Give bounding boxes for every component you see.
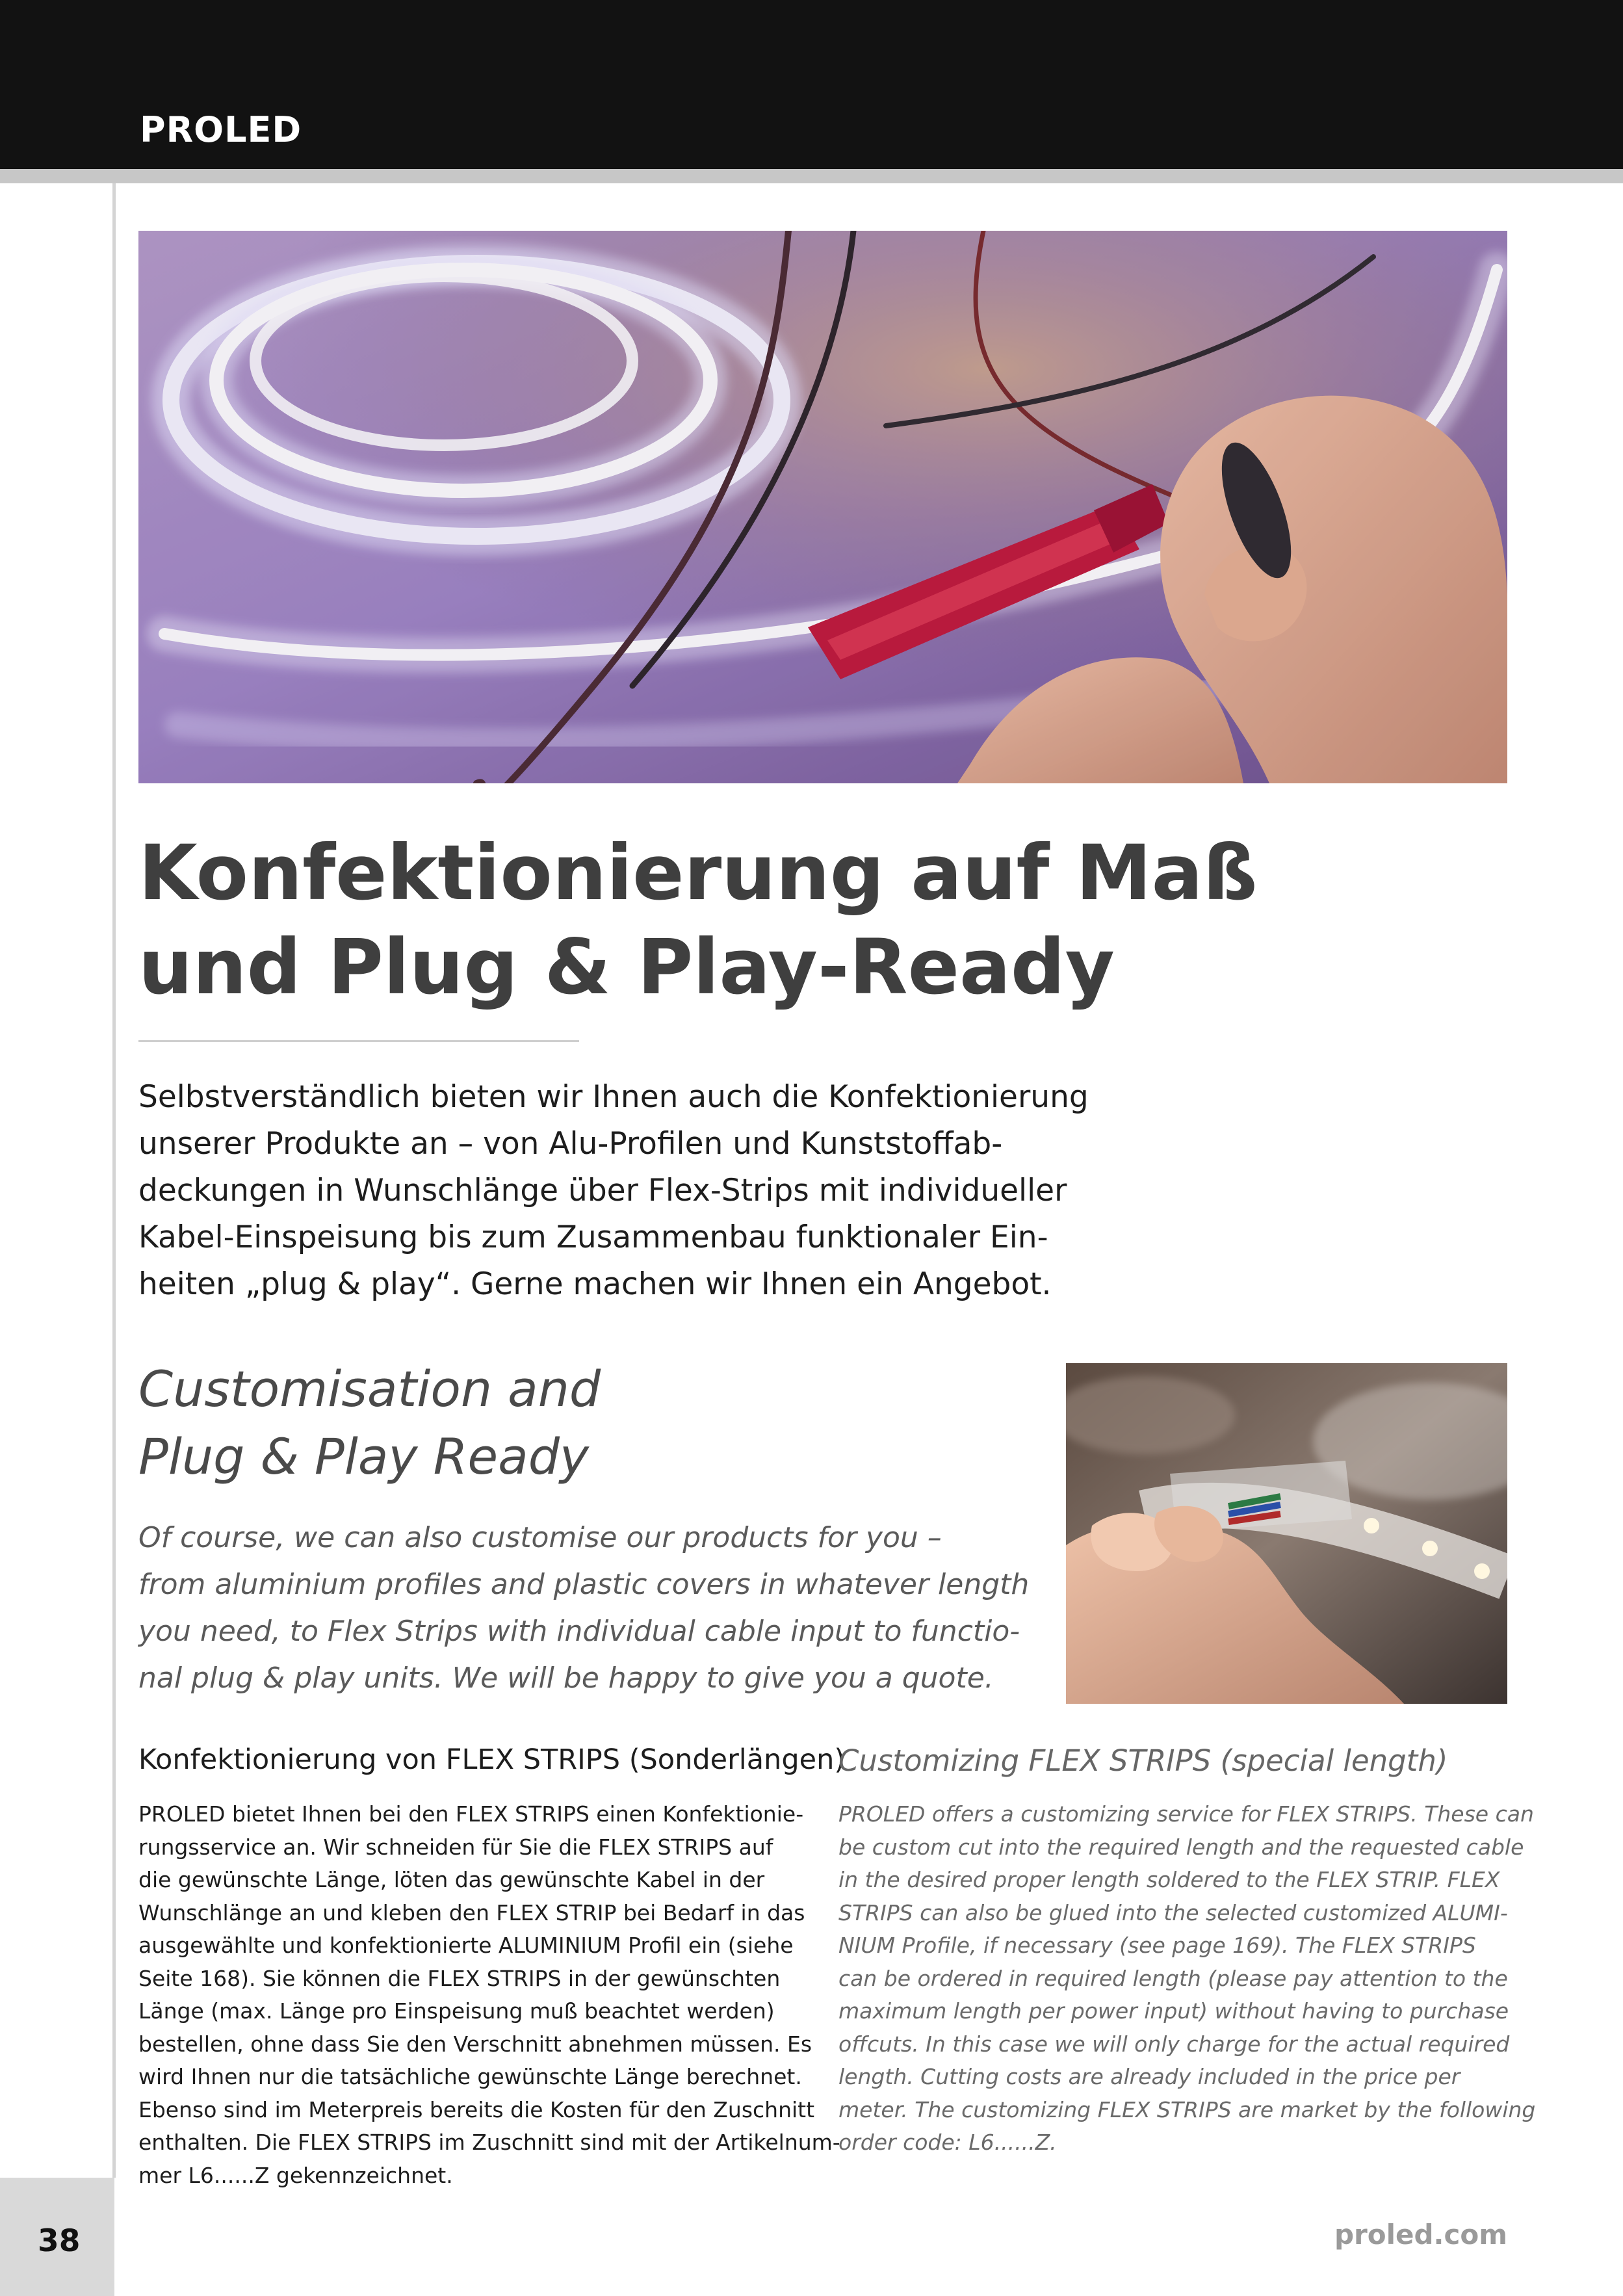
column-de-line: die gewünschte Länge, löten das gewünschte Kabel in der [138,1867,765,1892]
led-strip-photo-icon [138,231,1507,783]
english-line: nal plug & play units. We will be happy to give you a quote. [138,1662,994,1695]
side-rule [112,183,116,2178]
column-en-line: can be ordered in required length (please pay attention to the [838,1965,1508,1991]
column-de-line: enthalten. Die FLEX STRIPS im Zuschnitt sind mit der Artikelnum- [138,2130,840,2155]
english-line: from aluminium profiles and plastic covers in whatever length [138,1568,1030,1601]
column-en-line: length. Cutting costs are already included in the price per [838,2064,1461,2089]
column-de-body [138,1798,840,2192]
column-de-line: wird Ihnen nur die tatsächliche gewünschte Länge berechnet. [138,2064,802,2089]
column-en-line: NIUM Profile, if necessary (see page 169). The FLEX STRIPS [838,1933,1476,1958]
column-en-line: STRIPS can also be glued into the selected customized ALUMI- [838,1899,1508,1925]
column-de-heading: Konfektionierung von FLEX STRIPS (Sonderlängen) [138,1743,846,1776]
title-line-1: Konfektionierung auf Maß [138,828,1258,917]
column-en-line: maximum length per power input) without having to purchase [838,1998,1509,2024]
column-de-line: Ebenso sind im Meterpreis bereits die Kosten für den Zuschnitt [138,2096,815,2122]
column-en-heading: Customizing FLEX STRIPS (special length) [838,1743,1448,1778]
column-de-line: Seite 168). Sie können die FLEX STRIPS in der gewünschten [138,1965,781,1991]
column-de-line: ausgewählte und konfektionierte ALUMINIUM Profil ein (siehe [138,1933,794,1958]
column-de-line: rungsservice an. Wir schneiden für Sie die FLEX STRIPS auf [138,1834,773,1860]
column-de-line: bestellen, ohne dass Sie den Verschnitt abnehmen müssen. Es [138,2031,812,2057]
column-de-line: Wunschlänge an und kleben den FLEX STRIP bei Bedarf in das [138,1899,805,1925]
led-strip-closeup-photo-icon [1066,1363,1507,1704]
english-subtitle-line-2: Plug & Play Ready [138,1428,589,1485]
intro-line: heiten „plug & play“. Gerne machen wir Ihnen ein Angebot. [138,1266,1052,1302]
column-en-line: in the desired proper length soldered to the FLEX STRIP. FLEX [838,1867,1500,1892]
column-en-line: order code: L6......Z. [838,2130,1057,2155]
english-line: you need, to Flex Strips with individual cable input to functio- [138,1615,1020,1648]
column-en-line: offcuts. In this case we will only charge for the actual required [838,2031,1510,2057]
intro-line: deckungen in Wunschlänge über Flex-Strips mit individueller [138,1173,1067,1208]
side-photo [1066,1363,1507,1704]
brand-logo: PROLED [140,109,302,150]
header-divider [0,169,1623,183]
english-paragraph [138,1515,1029,1702]
column-en-line: PROLED offers a customizing service for FLEX STRIPS. These can [838,1801,1534,1827]
column-en-line: be custom cut into the required length and the requested cable [838,1834,1524,1860]
english-line: Of course, we can also customise our products for you – [138,1521,942,1554]
english-subtitle [138,1355,601,1491]
column-en-line: meter. The customizing FLEX STRIPS are market by the following [838,2096,1536,2122]
intro-line: unserer Produkte an – von Alu-Profilen und Kunststoffab- [138,1126,1003,1162]
column-en-body [838,1798,1535,2159]
hero-photo [138,231,1507,783]
column-de-line: PROLED bietet Ihnen bei den FLEX STRIPS einen Konfektionie- [138,1801,804,1827]
english-subtitle-line-1: Customisation and [138,1360,601,1418]
column-de-line: mer L6......Z gekennzeichnet. [138,2162,453,2188]
title-underline [138,1040,579,1042]
intro-line: Kabel-Einspeisung bis zum Zusammenbau funktionaler Ein- [138,1220,1048,1255]
intro-paragraph [138,1074,1089,1308]
title-line-2: und Plug & Play-Ready [138,922,1115,1011]
column-de-line: Länge (max. Länge pro Einspeisung muß beachtet werden) [138,1998,775,2024]
page-number: 38 [38,2223,81,2259]
page-title [138,826,1373,1014]
intro-line: Selbstverständlich bieten wir Ihnen auch die Konfektionierung [138,1079,1089,1115]
website-link[interactable]: proled.com [1334,2219,1507,2250]
